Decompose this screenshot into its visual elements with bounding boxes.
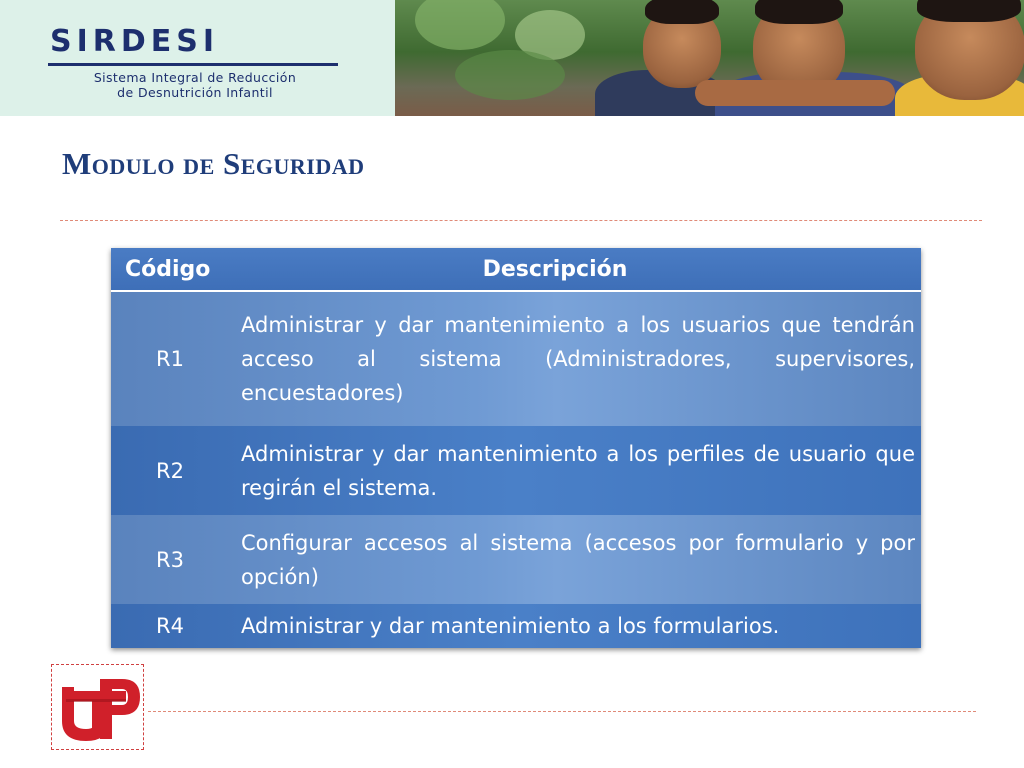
row-description: Administrar y dar mantenimiento a los formularios. — [241, 614, 780, 638]
children-photo — [395, 0, 1024, 116]
utp-logo — [51, 664, 144, 750]
brand-name: SIRDESI — [50, 24, 220, 59]
row-code: R3 — [156, 547, 184, 572]
row-description: Administrar y dar mantenimiento a los usuarios que tendrán acceso al sistema (Administradores, supervisores, encuestadores) — [241, 313, 915, 405]
header-banner — [0, 0, 1024, 116]
row-description: Configurar accesos al sistema (accesos por formulario y por opción) — [241, 530, 915, 589]
row-code: R4 — [156, 614, 184, 638]
column-header-description: Descripción — [482, 256, 628, 282]
row-code: R2 — [156, 458, 184, 483]
table-row — [111, 426, 921, 515]
table-header — [111, 248, 921, 292]
brand-panel — [0, 0, 395, 116]
table-row — [111, 515, 921, 604]
row-description: Administrar y dar mantenimiento a los perfiles de usuario que regirán el sistema. — [241, 441, 915, 500]
divider-top — [60, 220, 982, 221]
page-title: Modulo de Seguridad — [62, 146, 365, 181]
brand-subtitle-line2: de Desnutrición Infantil — [117, 85, 273, 100]
brand-rule — [48, 63, 338, 66]
row-code: R1 — [156, 347, 184, 371]
brand-subtitle-line1: Sistema Integral de Reducción — [93, 70, 297, 85]
column-header-code: Código — [125, 256, 211, 282]
brand-subtitle — [30, 70, 360, 100]
table-row — [111, 292, 921, 426]
utp-logo-icon — [52, 665, 143, 749]
requirements-table — [111, 248, 921, 648]
table-row — [111, 604, 921, 648]
divider-bottom — [148, 711, 976, 712]
